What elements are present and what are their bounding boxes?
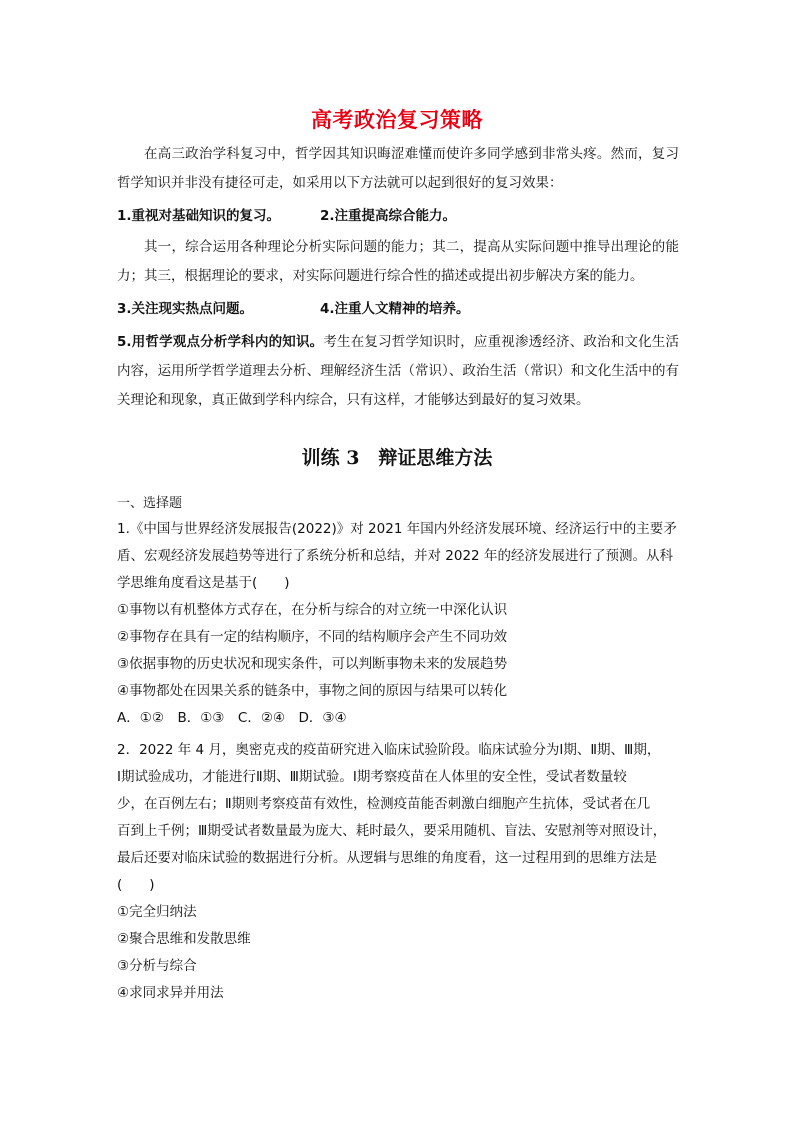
- question-2: [117, 737, 679, 1007]
- section-label: 一、选择题: [117, 496, 183, 511]
- question-2-option: ③分析与综合: [117, 958, 197, 974]
- question-2-line: 最后还要对临床试验的数据进行分析。从逻辑与思维的角度看，这一过程用到的思维方法是: [117, 850, 657, 866]
- point-5-head: 5.用哲学观点分析学科内的知识。: [117, 334, 324, 350]
- question-2-option: ④求同求异并用法: [117, 985, 224, 1001]
- question-2-line: 百到上千例；Ⅲ期受试者数量最为庞大、耗时最久，要采用随机、盲法、安慰剂等对照设计，: [117, 823, 667, 839]
- question-2-line: 2．2022 年 4 月，奥密克戎的疫苗研究进入临床试验阶段。临床试验分为Ⅰ期、Ⅱ期、Ⅲ期，: [117, 742, 661, 758]
- question-1-option: ③依据事物的历史状况和现实条件，可以判断事物未来的发展趋势: [117, 656, 508, 672]
- point-4: 4.注重人文精神的培养。: [320, 301, 470, 317]
- question-1-line: 学思维角度看这是基于( ): [117, 575, 290, 591]
- question-1: [117, 516, 679, 732]
- point-2-detail: 其一，综合运用各种理论分析实际问题的能力；其二，提高从实际问题中推导出理论的能力；其三，根据理论的要求，对实际问题进行综合性的描述或提出初步解决方案的能力。: [117, 239, 679, 284]
- point-2: 2.注重提高综合能力。: [320, 208, 457, 224]
- question-1-line: 盾、宏观经济发展趋势等进行了系统分析和总结，并对 2022 年的经济发展进行了预测。从科: [117, 548, 673, 564]
- question-2-line: Ⅰ期试验成功，才能进行Ⅱ期、Ⅲ期试验。Ⅰ期考察疫苗在人体里的安全性，受试者数量较: [117, 769, 627, 785]
- question-1-option: ②事物存在具有一定的结构顺序，不同的结构顺序会产生不同功效: [117, 629, 508, 645]
- question-1-option: ④事物都处在因果关系的链条中，事物之间的原因与结果可以转化: [117, 683, 508, 699]
- strategy-intro: 在高三政治学科复习中，哲学因其知识晦涩难懂而使许多同学感到非常头疼。然而，复习哲学知识并非没有捷径可走，如采用以下方法就可以起到很好的复习效果：: [117, 146, 679, 191]
- points-row-1: [117, 202, 679, 231]
- question-2-option: ①完全归纳法: [117, 904, 197, 920]
- question-2-line: ( ): [117, 877, 155, 893]
- training-title: 训练 3 辩证思维方法: [301, 447, 493, 469]
- point-1: 1.重视对基础知识的复习。: [117, 208, 281, 224]
- strategy-title: 高考政治复习策略: [311, 108, 483, 132]
- question-1-option: ①事物以有机整体方式存在，在分析与综合的对立统一中深化认识: [117, 602, 508, 618]
- question-2-option: ②聚合思维和发散思维: [117, 931, 251, 947]
- point-5: [117, 328, 679, 415]
- point-3: 3.关注现实热点问题。: [117, 301, 254, 317]
- points-row-2: [117, 295, 679, 324]
- point-5-body: 考生在复习哲学知识时，应重视渗透经济、政治和文化生活内容，运用所学哲学道理去分析、理解经济生活（常识）、政治生活（常识）和文化生活中的有关理论和现象，真正做到学科内综合，只有这样，才能够达到最好的复习效果。: [117, 334, 679, 408]
- question-1-line: 1.《中国与世界经济发展报告(2022)》对 2021 年国内外经济发展环境、经济运行中的主要矛: [117, 521, 677, 537]
- question-1-choices: A．①② B．①③ C．②④ D．③④: [117, 710, 347, 726]
- question-2-line: 少，在百例左右；Ⅱ期则考察疫苗有效性，检测疫苗能否刺激白细胞产生抗体，受试者在几: [117, 796, 651, 812]
